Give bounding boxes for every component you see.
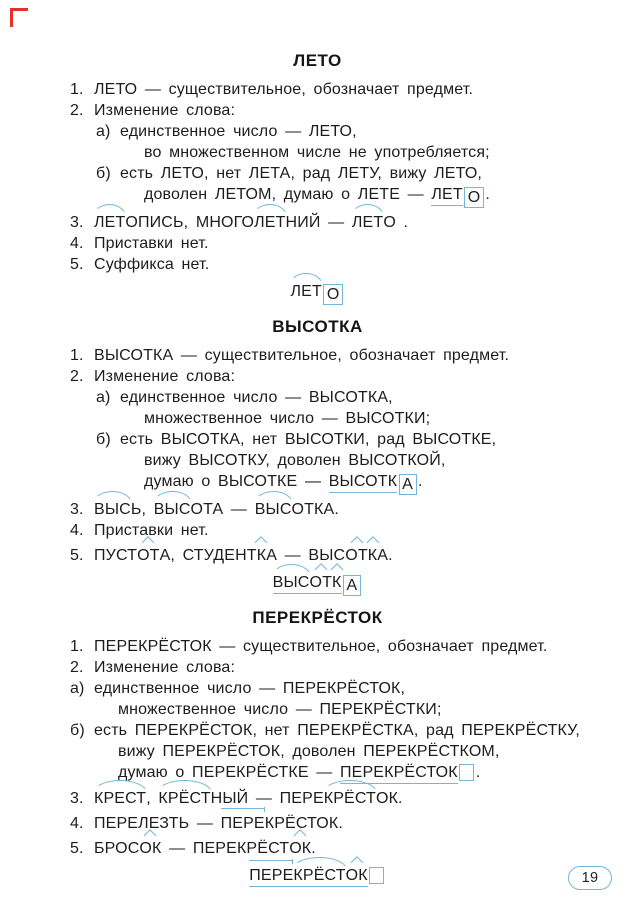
word-analysis-section-leto [70,50,565,305]
morpheme-arc: ВЫС [94,499,131,520]
line-label: 3. [70,214,84,231]
line-label: 1. [70,638,84,655]
line-text: Приставки нет. [94,522,209,539]
line-label [120,450,144,471]
morpheme-arc-stem: КРЁСТ [293,865,345,887]
line-text: Изменение слова: [94,102,236,119]
line-label: 2. [70,102,84,119]
line-label: 2. [70,659,84,676]
morpheme-caret-stem: К [332,572,341,594]
line-text: множественное число — ВЫСОТКИ; [144,410,431,427]
text-line [70,254,565,275]
section-lines [70,345,565,596]
prefix-mark [249,860,292,861]
line-text: Приставки нет. [94,235,209,252]
line-label [94,741,118,762]
morpheme-boxempty [459,764,474,781]
line-label [120,184,144,208]
morpheme-arc: ВЫС [255,499,292,520]
section-lines [70,79,565,305]
text-line [70,720,580,741]
text-line [70,545,565,566]
morpheme-arc: ЛЕТ [94,212,125,233]
morpheme-caret-stem: ОК [346,865,368,887]
prefix-mark [221,808,264,809]
text-line [70,233,565,254]
page-number-badge [568,866,612,890]
line-text: есть ВЫСОТКА, нет ВЫСОТКИ, рад ВЫСОТКЕ, [120,431,497,448]
line-label [120,408,144,429]
line-text: единственное число — ЛЕТО, [120,123,357,140]
morpheme-summary-word [70,281,565,305]
section-title: ВЫСОТКА [272,317,363,336]
text-line [70,345,565,366]
text-line [70,471,565,495]
morpheme-arc: КРЕСТ [94,788,146,809]
morpheme-prefix: ПЕРЕ [221,813,265,834]
text-line [70,450,565,471]
morpheme-arc: ЛЕТ [254,212,285,233]
morpheme-box: А [399,474,417,495]
morpheme-caret: ОТ [137,545,160,566]
text-line [70,499,565,520]
line-text: Изменение слова: [94,659,236,676]
line-label: 3. [70,501,84,518]
line-text: есть ПЕРЕКРЁСТОК, нет ПЕРЕКРЁСТКА, рад ПЕРЕКРЁСТКУ, [94,722,580,739]
section-title: ЛЕТО [293,51,342,70]
morpheme-summary-word [70,572,565,596]
line-text: Изменение слова: [94,368,236,385]
morpheme-boxempty [369,867,384,884]
line-label: а) [96,389,111,406]
text-line [70,142,565,163]
line-text: ПЕРЕЛЕЗТЬ — ПЕРЕКРЁСТОК. [94,813,343,834]
text-line [70,838,565,859]
line-text: доволен ЛЕТОМ, думаю о ЛЕТЕ — ЛЕТ О . [144,186,490,206]
morpheme-arc-stem: ВЫС [273,572,310,594]
line-label: 5. [70,840,84,857]
line-text: ЛЕТО — существительное, обозначает предмет. [94,81,474,98]
morpheme-box: А [343,575,361,596]
line-label: 4. [70,522,84,539]
line-text: есть ЛЕТО, нет ЛЕТА, рад ЛЕТУ, вижу ЛЕТО, [120,165,483,182]
morpheme-caret: ОТ [345,545,368,566]
line-label [94,699,118,720]
morpheme-caret-stem: ОТ [310,572,333,594]
line-label: 4. [70,815,84,832]
text-line [70,657,565,678]
text-line [70,741,565,762]
text-line [70,762,565,784]
text-line [70,788,565,809]
morpheme-stem: ПЕРЕКРЁСТОК [340,762,458,784]
morpheme-arc: ЛЕТ [352,212,383,233]
line-text: ВЫСЬ, ВЫСОТА — ВЫСОТКА. [94,499,339,520]
morpheme-arc: КРЁСТ [324,788,376,809]
morpheme-caret: К [368,545,377,566]
line-text: думаю о ПЕРЕКРЁСТКЕ — ПЕРЕКРЁСТОК . [118,762,480,784]
line-label: 1. [70,347,84,364]
word-analysis-section-perekrestok [70,607,580,887]
text-line [70,366,565,387]
morpheme-caret: ОК [289,838,311,859]
line-label [120,471,144,495]
text-line [70,636,565,657]
line-text: ПЕРЕКРЁСТОК — существительное, обозначает предмет. [94,638,548,655]
text-line [70,163,565,184]
line-label [120,142,144,163]
line-label: 5. [70,256,84,273]
line-text [249,865,385,887]
line-label: 5. [70,547,84,564]
morpheme-stem: ЛЕТ [431,184,462,206]
morpheme-stem: ВЫСОТК [329,471,397,493]
line-text [273,572,363,596]
line-text: множественное число — ПЕРЕКРЁСТКИ; [118,701,442,718]
text-line [70,429,565,450]
word-analysis-section-vysotka [70,316,565,596]
section-lines [70,636,580,887]
morpheme-arc: ВЫС [154,499,191,520]
line-text: думаю о ВЫСОТКЕ — ВЫСОТК А . [144,473,423,493]
morpheme-prefix-stem: ПЕРЕ [249,865,293,887]
line-label: б) [96,431,111,448]
line-text: ВЫСОТКА — существительное, обозначает предмет. [94,347,510,364]
text-line [70,100,565,121]
corner-crop-mark [10,8,28,27]
text-line [70,678,565,699]
line-text [290,281,344,305]
line-text: КРЕСТ, КРЁСТНЫЙ — ПЕРЕ КРЁСТОК. [94,788,403,809]
line-text: вижу ВЫСОТКУ, доволен ВЫСОТКОЙ, [144,452,446,469]
line-label: 4. [70,235,84,252]
text-line [70,813,565,834]
text-line [70,79,565,100]
line-text: ПУСТ ОТА, СТУДЕНТ КА — ВЫС ОТ КА. [94,545,393,566]
morpheme-caret: К [257,545,266,566]
text-line [70,408,565,429]
morpheme-arc: ЛЕТ [290,281,321,302]
line-label: а) [96,123,111,140]
line-label: б) [70,722,85,739]
morpheme-arc: КРЁСТ [158,788,210,809]
line-label: 2. [70,368,84,385]
line-text: ЛЕТОПИСЬ, МНОГО ЛЕТНИЙ — ЛЕТО . [94,212,408,233]
line-text: Суффикса нет. [94,256,210,273]
line-label: 1. [70,81,84,98]
text-line [70,520,565,541]
morpheme-caret: ОК [139,838,161,859]
line-text: вижу ПЕРЕКРЁСТОК, доволен ПЕРЕКРЁСТКОМ, [118,743,500,760]
text-line [70,121,565,142]
line-text: единственное число — ПЕРЕКРЁСТОК, [94,680,406,697]
line-text: во множественном числе не употребляется; [144,144,490,161]
line-label: а) [70,680,85,697]
morpheme-box: О [464,187,484,208]
line-text: единственное число — ВЫСОТКА, [120,389,393,406]
line-text: БРОС ОК — ПЕРЕКРЁСТ ОК. [94,838,316,859]
morpheme-box: О [323,284,343,305]
morpheme-summary-word [70,865,565,887]
text-line [70,212,565,233]
line-label: б) [96,165,111,182]
section-title: ПЕРЕКРЁСТОК [252,608,383,627]
text-line [70,184,565,208]
page-number: 19 [581,869,599,886]
text-line [70,387,565,408]
text-line [70,699,565,720]
line-label: 3. [70,790,84,807]
